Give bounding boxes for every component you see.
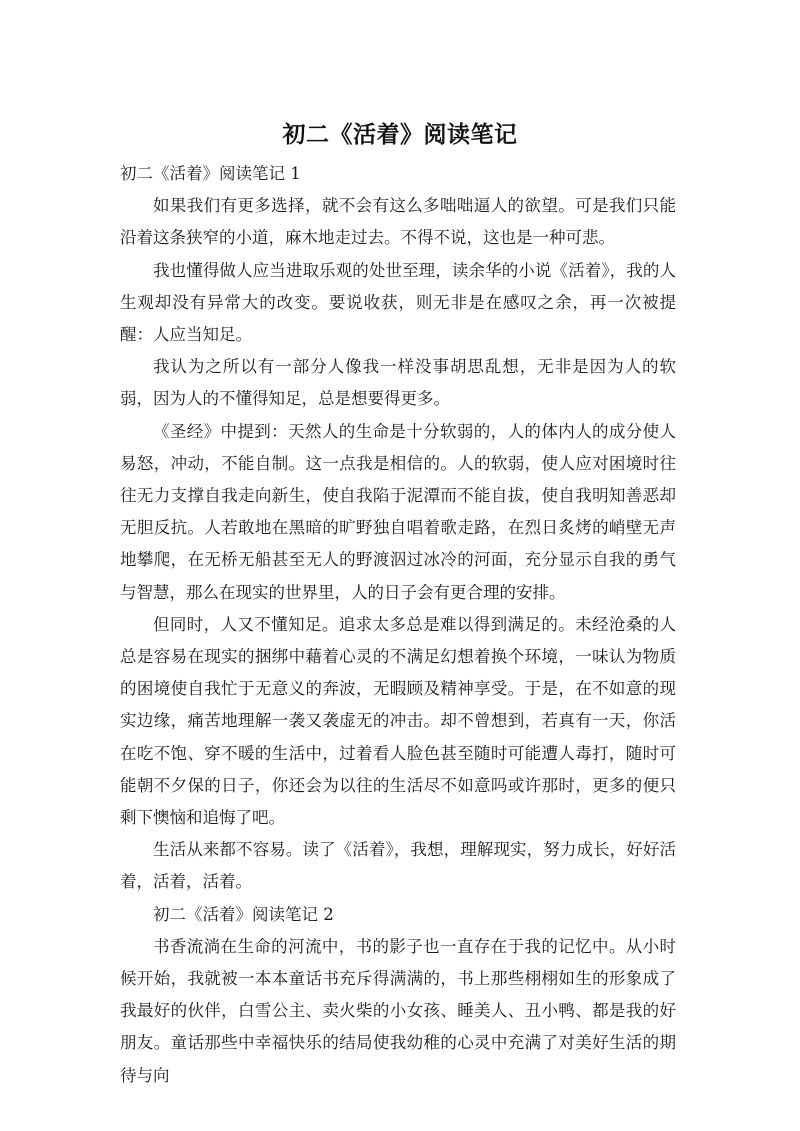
document-title: 初二《活着》阅读笔记 [282, 122, 518, 148]
paragraph: 我认为之所以有一部分人像我一样没事胡思乱想，无非是因为人的软弱，因为人的不懂得知足，总是想要得更多。 [120, 357, 676, 409]
paragraph: 如果我们有更多选择，就不会有这么多咄咄逼人的欲望。可是我们只能沿着这条狭窄的小道，麻木地走过去。不得不说，这也是一种可悲。 [120, 196, 676, 248]
paragraph: 但同时，人又不懂知足。追求太多总是难以得到满足的。未经沧桑的人总是容易在现实的捆绑中藉着心灵的不满足幻想着换个环境，一味认为物质的困境使自我忙于无意义的奔波，无暇顾及精神享受。于是，在不如意的现实边缘，痛苦地理解一袭又袭虚无的冲击。却不曾想到，若真有一天，你活在吃不饱、穿不暖的生活中，过着看人脸色甚至随时可能遭人毒打，随时可能朝不夕保的日子，你还会为以往的生活尽不如意吗或许那时，更多的便只剩下懊恼和追悔了吧。 [120, 614, 676, 828]
paragraph: 我也懂得做人应当进取乐观的处世至理，读余华的小说《活着》，我的人生观却没有异常大的改变。要说收获，则无非是在感叹之余，再一次被提醒：人应当知足。 [120, 260, 676, 345]
document-body [120, 158, 676, 1092]
paragraph-subheading-1: 初二《活着》阅读笔记 1 [120, 164, 301, 183]
paragraph-subheading-2: 初二《活着》阅读笔记 2 [153, 904, 334, 924]
paragraph: 生活从来都不容易。读了《活着》，我想，理解现实，努力成长，好好活着，活着，活着。 [120, 840, 676, 892]
paragraph: 《圣经》中提到：天然人的生命是十分软弱的，人的体内人的成分使人易怒，冲动，不能自制。这一点我是相信的。人的软弱，使人应对困境时往往无力支撑自我走向新生，使自我陷于泥潭而不能自拔，使自我明知善恶却无胆反抗。人若敢地在黑暗的旷野独自唱着歌走路，在烈日炙烤的峭壁无声地攀爬，在无桥无船甚至无人的野渡泅过冰冷的河面，充分显示自我的勇气与智慧，那么在现实的世界里，人的日子会有更合理的安排。 [120, 421, 676, 602]
paragraph: 书香流淌在生命的河流中，书的影子也一直存在于我的记忆中。从小时候开始，我就被一本本童话书充斥得满满的，书上那些栩栩如生的形象成了我最好的伙伴，白雪公主、卖火柴的小女孩、睡美人、丑小鸭、都是我的好朋友。童话那些中幸福快乐的结局使我幼稚的心灵中充满了对美好生活的期待与向 [120, 936, 676, 1085]
